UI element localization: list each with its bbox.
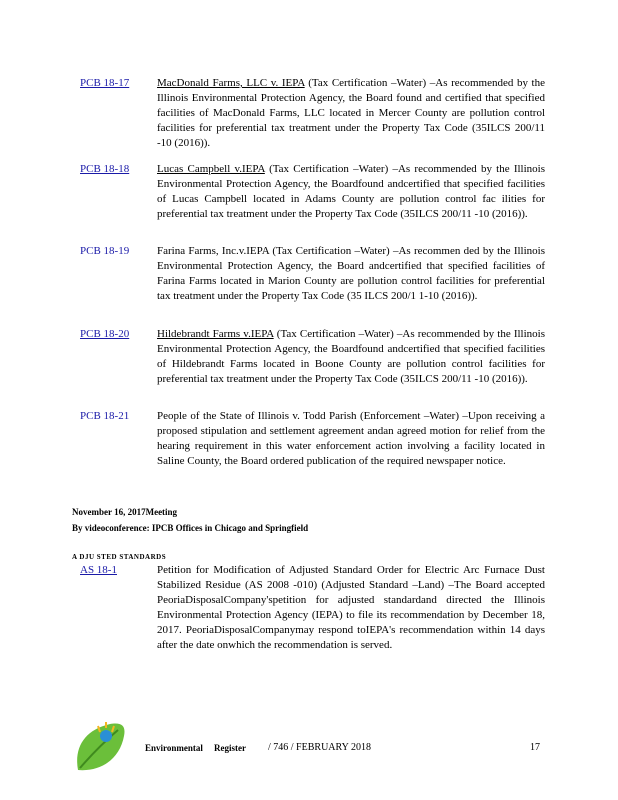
case-description xyxy=(157,162,545,222)
page-number: 17 xyxy=(530,742,540,753)
footer-register: Register xyxy=(214,743,246,753)
case-link[interactable]: AS 18-1 xyxy=(80,564,117,576)
case-description xyxy=(157,244,545,304)
meeting-date: November 16, 2017Meeting xyxy=(72,507,178,517)
case-text: Farina Farms, Inc.v.IEPA (Tax Certification –Water) –As recommen ded by the Illinois Environmental Protection Agency, the Board andcertified that specified facilities of Farina Farms located in Marion County are pollution control facilities for preferential tax treatment under the Property Tax Code (35 ILCS 200/1 1-10 (2016)). xyxy=(157,245,545,302)
footer-issue: / 746 / FEBRUARY 2018 xyxy=(268,742,371,753)
case-link[interactable]: PCB 18-20 xyxy=(80,328,130,340)
case-description xyxy=(157,409,545,469)
case-number: PCB 18-21 xyxy=(80,410,130,422)
case-number: PCB 18-19 xyxy=(80,245,130,257)
meeting-venue: By videoconference: IPCB Offices in Chicago and Springfield xyxy=(72,523,309,533)
case-text: People of the State of Illinois v. Todd Parish (Enforcement –Water) –Upon receiving a proposed stipulation and settlement agreement andan agreed motion for relief from the hearing requirement in this water enforcement action involving a facility located in Saline County, the Board ordered publication of the required newspaper notice. xyxy=(157,410,545,467)
case-text: (Tax Certification –Water) –As recommended by the Illinois Environmental Protection Agency, the Boardfound andcertified that specified facilities of Hildebrandt Farms located in Boone County are pollution control facilities for preferential tax treatment under the Property Tax Code (35ILCS 200/11 -10 (2016)). xyxy=(157,328,546,385)
case-description: Petition for Modification of Adjusted Standard Order for Electric Arc Furnace Dust Stabilized Residue (AS 2008 -010) (Adjusted Standard –Land) –The Board accepted PeoriaDisposalCompany'spetition for adjusted standardand directed the Illinois Environmental Protection Agency (IEPA) to file its recommendation by December 18, 2017. PeoriaDisposalCompanymay respond toIEPA's recommendation within 14 days after the date onwhich the recommendation is served. xyxy=(157,564,545,651)
case-title[interactable]: Hildebrandt Farms v.IEPA xyxy=(157,328,274,340)
case-link[interactable]: PCB 18-18 xyxy=(80,163,130,175)
case-description xyxy=(157,327,545,387)
leaf-logo-icon xyxy=(70,718,130,778)
case-text: (Tax Certification –Water) –As recommended by the Illinois Environmental Protection Agency, the Board found and certified that specified facilities of MacDonald Farms, LLC located in Mercer County are pollution control facilities for preferential tax treatment under the Property Tax Code (35ILCS 200/11 -10 (2016)). xyxy=(157,77,545,149)
footer-journal: Environmental xyxy=(145,743,203,753)
case-title[interactable]: MacDonald Farms, LLC v. IEPA xyxy=(157,77,305,89)
section-heading: A DJU STED STANDARDS xyxy=(72,553,167,561)
case-link[interactable]: PCB 18-17 xyxy=(80,77,130,89)
case-text: (Tax Certification –Water) –As recommended by the Illinois Environmental Protection Agency, the Boardfound andcertified that specified facilities of Lucas Campbell located in Adams County are pollution control fac ilities for preferential tax treatment under the Property Tax Code (35ILCS 200/11 -10 (2016)). xyxy=(157,163,545,220)
case-description xyxy=(157,76,545,151)
case-title[interactable]: Lucas Campbell v.IEPA xyxy=(157,163,265,175)
